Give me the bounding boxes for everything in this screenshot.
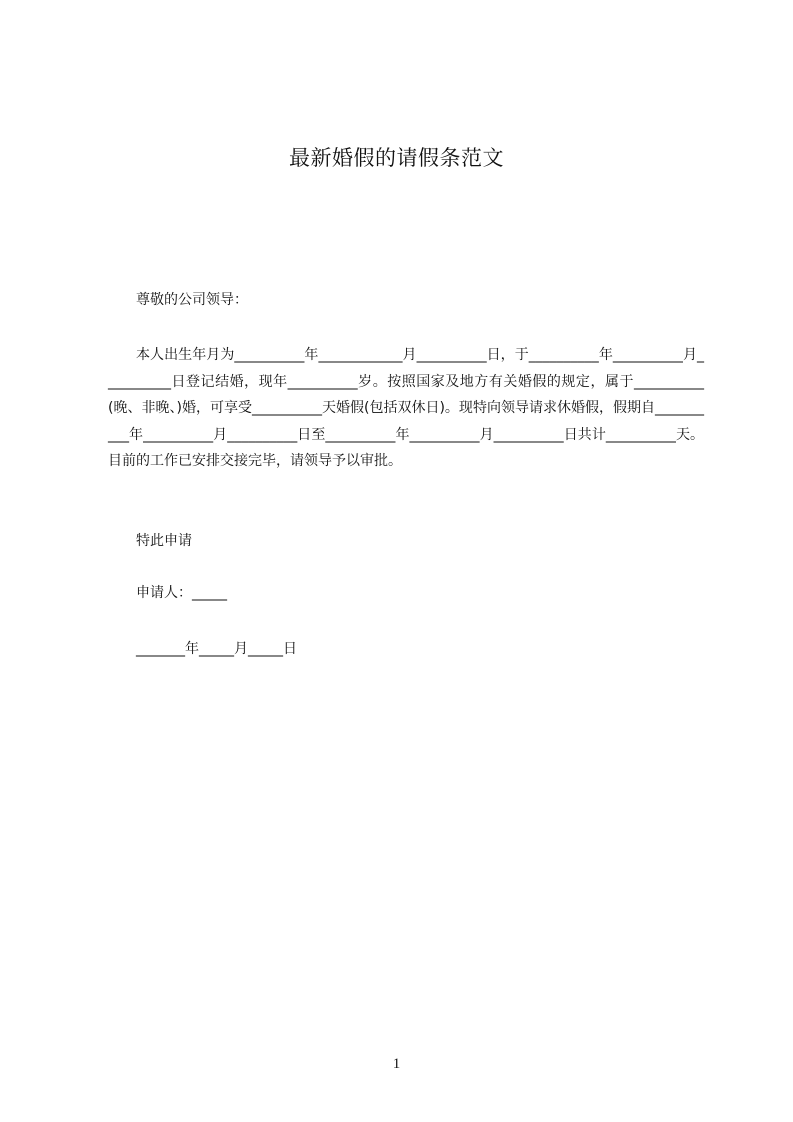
closing-line: 特此申请 (136, 533, 192, 549)
document-title: 最新婚假的请假条范文 (289, 146, 504, 170)
page-number: 1 (392, 1056, 401, 1072)
salutation: 尊敬的公司领导： (136, 292, 248, 308)
applicant-line: 申请人：_____ (136, 585, 227, 601)
body-paragraph: 本人出生年月为__________年____________月__________日，于__________年__________月__________日登记结婚，现年__________岁。按照国家及地方有关婚假的规定，属于__________(晚、非晚、)婚，可享受__________天婚假(包括双休日)。现特向领导请求休婚假，假期自__________年__________月__________日至__________年__________月__________日共计__________天。目前的工作已安排交接完毕，请领导予以审批。 (108, 347, 704, 469)
date-line: _______年_____月_____日 (136, 641, 297, 657)
